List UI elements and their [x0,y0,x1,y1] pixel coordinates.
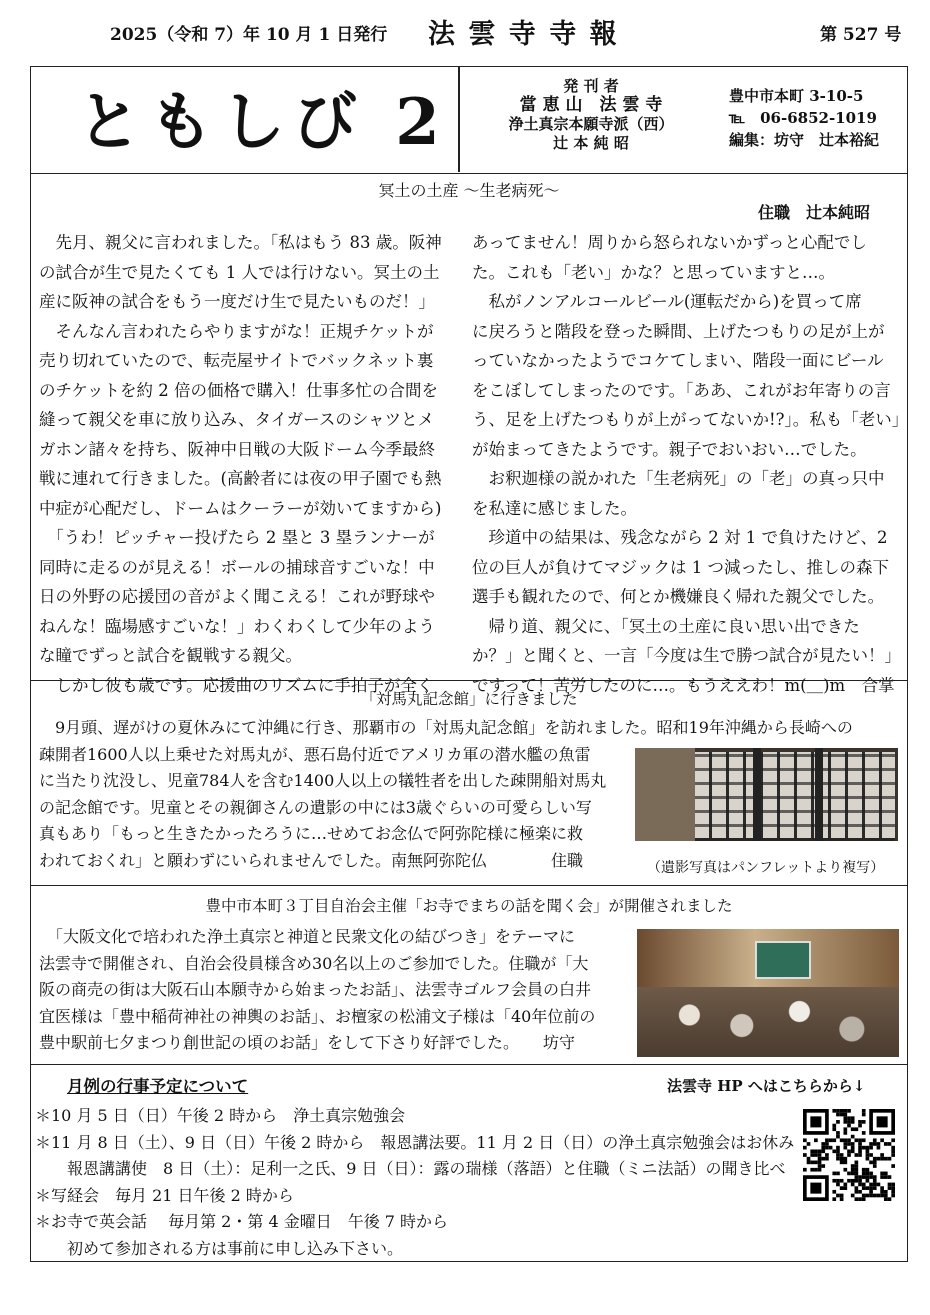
text-line: 私がノンアルコールビール(運転だから)を買って席 [472,292,862,311]
text-line: 珍道中の結果は、残念ながら 2 対 1 で負けたけど、2 [472,528,888,547]
text-line: 9月頭、遅がけの夏休みにて沖縄に行き、那覇市の「対馬丸記念館」を訪れました。昭和19年沖縄から長崎への [39,718,853,737]
text-line: 豊中駅前七夕まつり創世記の頃のお話」をして下さり好評でした。 坊守 [39,1033,576,1052]
text-line: 疎開者1600人以上乗せた対馬丸が、悪石島付近でアメリカ軍の潜水艦の魚雷 [39,744,591,764]
text-line: 「大阪文化で培われた浄土真宗と神道と民衆文化の結びつき」をテーマに [39,927,576,946]
text-line: 宜医様は「豊中稲荷神社の神輿のお話」、お檀家の松浦文子様は「40年位前の [39,1006,596,1026]
text-line: 産に阪神の試合をもう一度だけ生で見たいものだ！」 [39,292,435,311]
text-line: あってません！周りから怒られないかずっと心配でし [472,233,867,252]
text-line: 先月、親父に言われました。「私はもう 83 歳。阪神 [39,233,442,252]
text-line: 初めて参加される方は事前に申し込み下さい。 [35,1238,404,1258]
text-line: ですって！苦労したのに…。もうええわ！m(＿)m 合掌 [472,675,895,695]
text-line: われておくれ」と願わずにいられませんでした。南無阿弥陀仏 住職 [39,850,584,870]
text-line: 位の巨人が負けてマジックは 1 つ減ったし、推しの森下 [472,557,889,577]
homepage-qr-code[interactable] [803,1109,895,1201]
text-line: 法雲寺で開催され、自治会役員様含め30名以上のご参加でした。住職が「大 [39,953,589,973]
text-line: に当たり沈没し、児童784人を含む1400人以上の犠牲者を出した疎開船対馬丸 [39,771,607,790]
text-line: そんなん言われたらやりますがな！正規チケットが [39,321,434,341]
text-line: 真もあり「もっと生きたかったろうに…せめてお念仏で阿弥陀様に極楽に救 [39,824,584,843]
text-line: か？」と聞くと、一言「今度は生で勝つ試合が見たい！」 [472,646,901,665]
schedule-title: 月例の行事予定について [67,1077,249,1096]
text-line: ＊写経会 毎月 21 日午後 2 時から [35,1185,294,1205]
text-line: に戻ろうと階段を登った瞬間、上げたつもりの足が上が [472,321,885,341]
text-line: 帰り道、親父に、「冥土の土産に良い思い出できた [472,616,860,636]
text-line: 中症が心配だし、ドームはクーラーが効いてますから) [39,498,442,518]
text-line: 報恩講講使 8 日（土）：足利一之氏、9 日（日）：露の瑞様（落語）と住職（ミニ法話）の聞き比べ [35,1159,786,1178]
text-line: の試合が生で見たくても 1 人では行けない。冥土の土 [39,262,440,282]
text-line: のチケットを約 2 倍の価格で購入！仕事多忙の合間を [39,380,439,400]
article-author: 住職 辻本純昭 [758,203,871,222]
article-machi-hanashi [30,885,908,1065]
text-line: な瞳でずっと試合を観戦する親父。 [39,646,303,665]
text-line: が始まってきたようです。親子でおいおい…でした。 [472,439,867,459]
masthead-logo: ともしび 2 [77,85,448,160]
text-line: 日の外野の応援団の音がよく聞こえる！これが野球や [39,587,435,606]
schedule-list [35,1103,794,1262]
temple-name: 當 恵 山 法 雲 寺 [519,95,663,115]
article-column-left [39,228,469,700]
issue-number: 第 527 号 [820,25,902,45]
text-line: しかし彼も歳です。応援曲のリズムに手拍子が全く [39,675,434,695]
photo-caption: （遺影写真はパンフレットより複写） [647,860,885,876]
contact-block [729,85,879,151]
text-line: っていなかったようでコケてしまい、階段一面にビール [472,351,884,370]
text-line: 売り切れていたので、転売屋サイトでバックネット裏 [39,351,434,370]
memorial-photo [635,748,898,841]
address: 豊中市本町 3-10-5 [729,87,864,105]
text-line: ＊11 月 8 日（土）、9 日（日）午後 2 時から 報恩講法要。11 月 2 日（日）の浄土真宗勉強会はお休み [35,1132,795,1152]
article-title: 豊中市本町３丁目自治会主催「お寺でまちの話を聞く会」が開催されました [205,897,733,915]
article-meido [30,173,909,695]
publisher-title: 発 刊 者 [563,77,619,95]
meeting-photo [637,929,899,1057]
masthead-divider [458,67,460,172]
text-line: 戦に連れて行きました。(高齢者には夜の甲子園でも熱 [39,469,442,488]
article-tsushimamaru [30,680,908,886]
text-line: をこぼしてしまったのです。「ああ、これがお年寄りの言 [472,380,891,400]
text-line: た。これも「老い」かな？と思っていますと…。 [472,262,835,282]
article-body [39,924,595,1057]
hp-label: 法雲寺 HP へはこちらから↓ [667,1077,866,1095]
article-title: 冥土の土産 ～生老病死～ [378,181,560,200]
issue-date: 2025（令和 7）年 10 月 1 日発行 [110,25,388,45]
publisher-block [466,77,716,153]
telephone: ℡ 06-6852-1019 [729,109,877,127]
article-title: 「対馬丸記念館」に行きました [360,690,578,708]
text-line: 同時に走るのが見える！ボールの捕球音すごいな！中 [39,557,435,577]
masthead [30,66,908,174]
text-line: ねんな！臨場感すごいな！」わくわくして少年のよう [39,616,435,636]
text-line: ＊お寺で英会話 毎月第 2・第 4 金曜日 午後 7 時から [35,1212,449,1231]
text-line: の記念館です。児童とその親御さんの遺影の中には3歳ぐらいの可愛らしい写 [39,797,592,817]
article-column-right [472,228,909,700]
text-line: を私達に感じました。 [472,498,637,518]
text-line: 選手も観れたので、何とか機嫌良く帰れた親父でした。 [472,587,885,606]
text-line: 「うわ！ピッチャー投げたら 2 塁と 3 塁ランナーが [39,528,435,547]
text-line: ＊10 月 5 日（日）午後 2 時から 浄土真宗勉強会 [35,1106,406,1125]
editor: 編集：坊守 辻本裕紀 [729,131,880,149]
text-line: う、足を上げたつもりが上がってないか!?」。私も「老い」 [472,410,909,429]
sect-name: 浄土真宗本願寺派（西） [508,115,674,133]
priest-name: 辻 本 純 昭 [553,134,629,152]
text-line: ガホン諸々を持ち、阪神中日戦の大阪ドーム今季最終 [39,439,435,459]
text-line: 阪の商売の街は大阪石山本願寺から始まったお話」、法雲寺ゴルフ会員の白井 [39,980,592,999]
paper-name: 法 雲 寺 寺 報 [428,19,619,50]
text-line: 縫って親父を車に放り込み、タイガースのシャツとメ [39,410,435,429]
text-line: お釈迦様の説かれた「生老病死」の「老」の真っ只中 [472,469,885,488]
schedule-section [30,1064,908,1262]
